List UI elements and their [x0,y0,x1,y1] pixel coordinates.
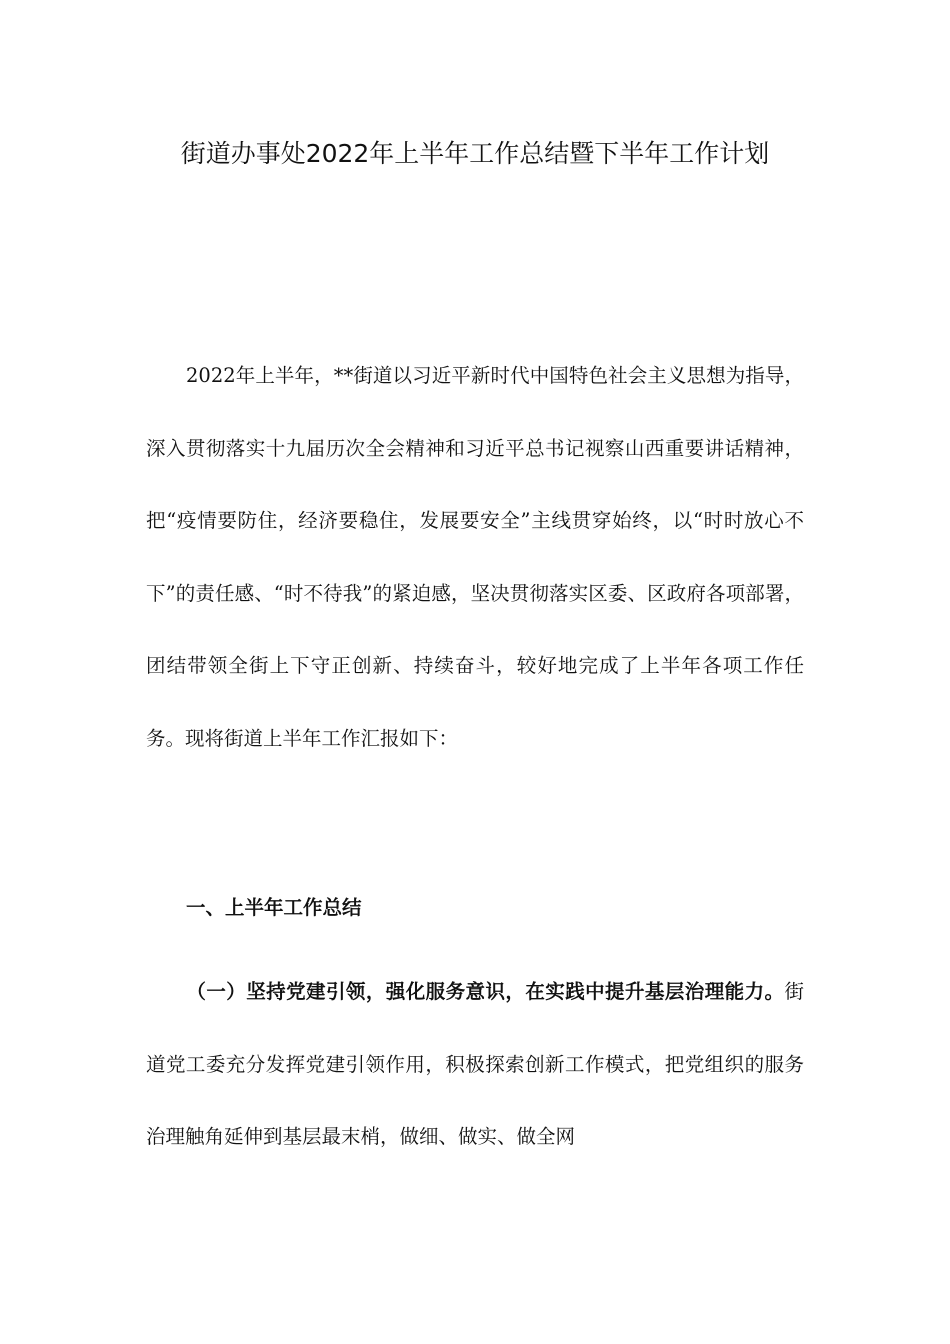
subsection-paragraph [146,956,804,1174]
subsection-text: 街道党工委充分发挥党建引领作用，积极探索创新工作模式，把党组织的服务治理触角延伸到基层最末梢，做细、做实、做全网 [146,980,804,1148]
document-title: 街道办事处2022年上半年工作总结暨下半年工作计划 [180,139,770,168]
intro-paragraph-text: 2022年上半年，**街道以习近平新时代中国特色社会主义思想为指导，深入贯彻落实十九届历次全会精神和习近平总书记视察山西重要讲话精神，把“疫情要防住，经济要稳住，发展要安全”主线贯穿始终，以“时时放心不下”的责任感、“时不待我”的紧迫感，坚决贯彻落实区委、区政府各项部署，团结带领全街上下守正创新、持续奋斗，较好地完成了上半年各项工作任务。现将街道上半年工作汇报如下： [146,364,804,750]
subsection-lead: （一）坚持党建引领，强化服务意识，在实践中提升基层治理能力。 [186,980,785,1003]
section-heading [146,872,804,944]
section-heading-text: 一、上半年工作总结 [186,896,362,919]
intro-paragraph [146,340,804,775]
